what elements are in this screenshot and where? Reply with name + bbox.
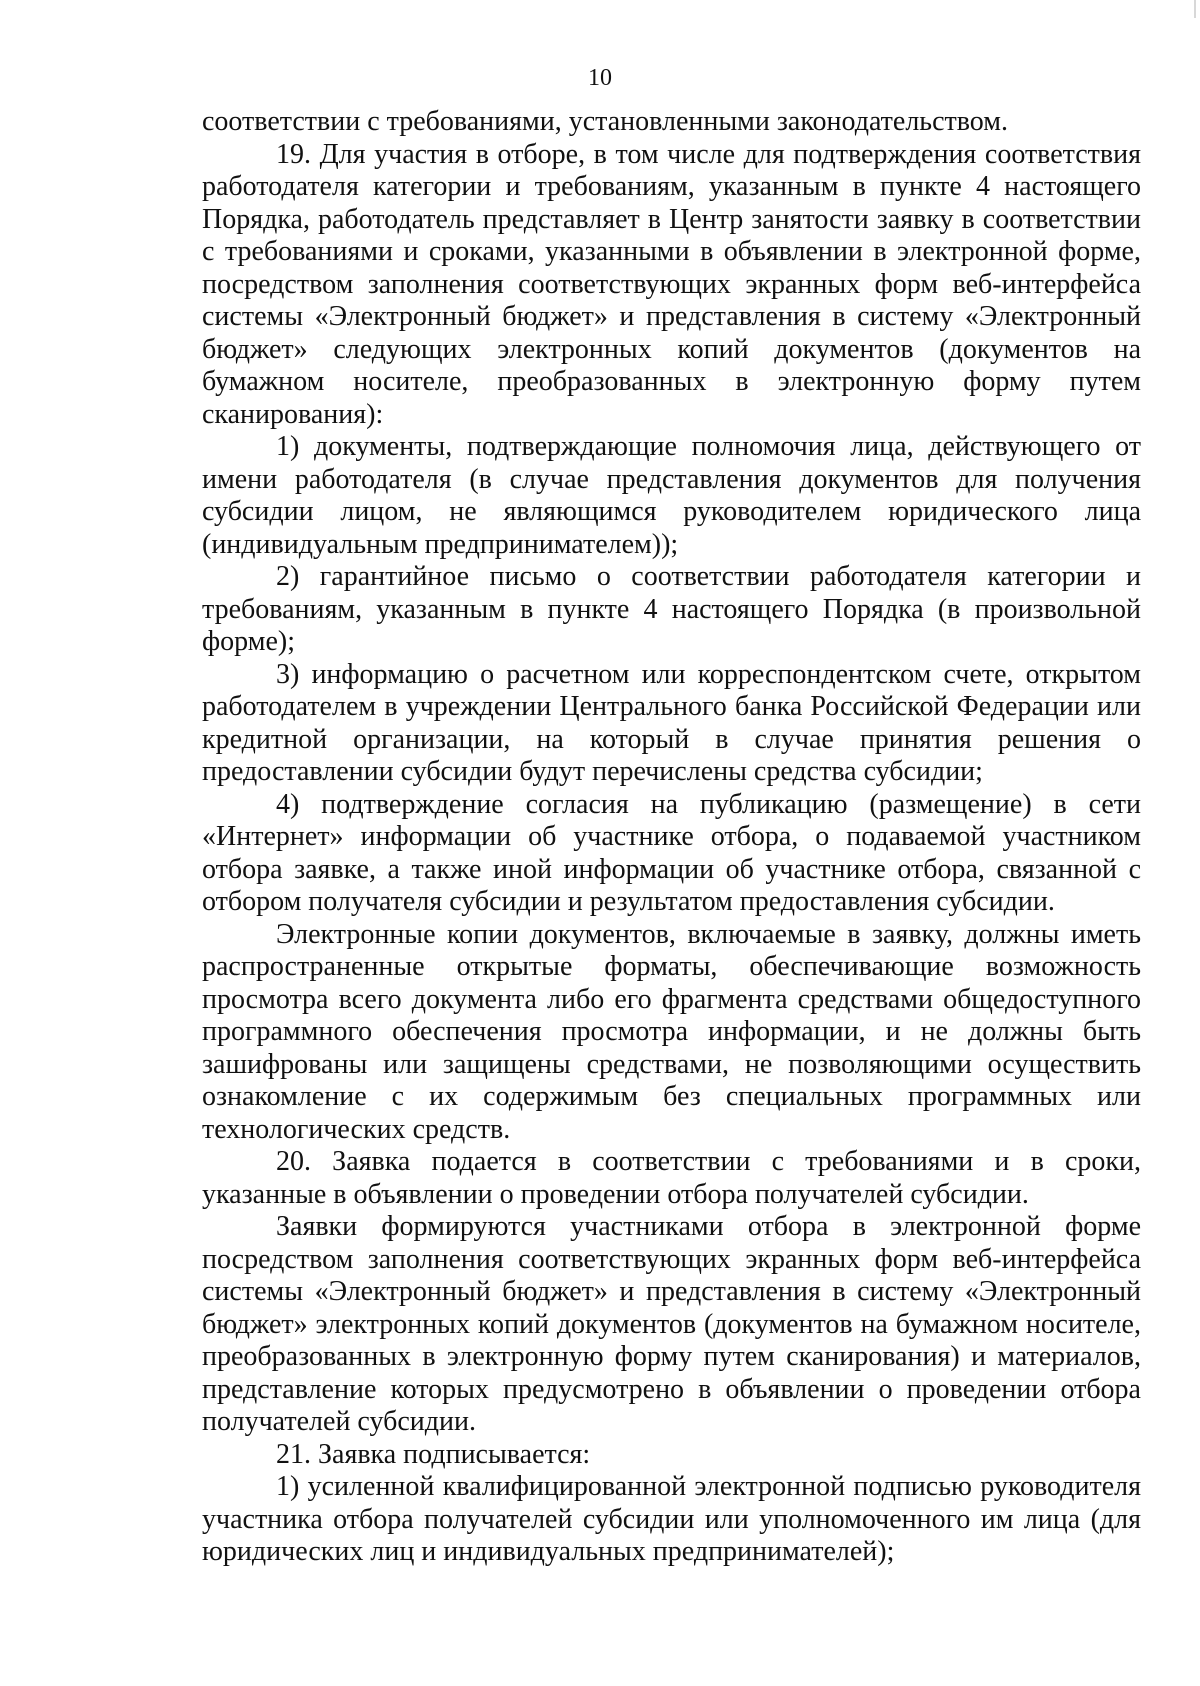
paragraph-subitem-2: 2) гарантийное письмо о соответствии работодателя категории и требованиям, указанным в пункте 4 настоящего Порядка (в произвольной форме); <box>202 561 1141 657</box>
paragraph-subitem-4: 4) подтверждение согласия на публикацию (размещение) в сети «Интернет» информации об участнике отбора, о подаваемой участником отбора заявке, а также иной информации об участнике отбора, связанной с отбором получателя субсидии и результатом предоставления субсидии. <box>202 788 1141 917</box>
paragraph-applications: Заявки формируются участниками отбора в электронной форме посредством заполнения соответствующих экранных форм веб-интерфейса системы «Электронный бюджет» и представления в систему «Электронный бюджет» электронных копий документов (документов на бумажном носителе, преобразованных в электронную форму путем сканирования) и материалов, представление которых предусмотрено в объявлении о проведении отбора получателей субсидии. <box>202 1211 1141 1437</box>
paragraph-continuation: соответствии с требованиями, установленными законодательством. <box>202 106 1008 137</box>
paragraph-subitem-1: 1) документы, подтверждающие полномочия лица, действующего от имени работодателя (в случае представления документов для получения субсидии лицом, не являющимся руководителем юридического лица (индивидуальным предпринимателем)); <box>202 431 1141 560</box>
paragraph-item-20: 20. Заявка подается в соответствии с требованиями и в сроки, указанные в объявлении о проведении отбора получателей субсидии. <box>202 1146 1141 1210</box>
paragraph-item-19: 19. Для участия в отборе, в том числе для подтверждения соответствия работодателя категории и требованиям, указанным в пункте 4 настоящего Порядка, работодатель представляет в Центр занятости заявку в соответствии с требованиями и сроками, указанными в объявлении в электронной форме, посредством заполнения соответствующих экранных форм веб-интерфейса системы «Электронный бюджет» и представления в систему «Электронный бюджет» следующих электронных копий документов (документов на бумажном носителе, преобразованных в электронную форму путем сканирования): <box>202 138 1141 430</box>
paragraph-item-21: 21. Заявка подписывается: <box>276 1438 591 1470</box>
scan-artifact <box>1194 0 1196 18</box>
paragraph-subitem-3: 3) информацию о расчетном или корреспондентском счете, открытом работодателем в учреждении Центрального банка Российской Федерации или кредитной организации, на который в случае принятия решения о предоставлении субсидии будут перечислены средства субсидии; <box>202 658 1141 787</box>
document-body <box>202 106 1141 1569</box>
paragraph-item-21-subitem-1: 1) усиленной квалифицированной электронной подписью руководителя участника отбора получателей субсидии или уполномоченного им лица (для юридических лиц и индивидуальных предпринимателей); <box>202 1471 1141 1567</box>
paragraph-electronic-copies: Электронные копии документов, включаемые в заявку, должны иметь распространенные открытые форматы, обеспечивающие возможность просмотра всего документа либо его фрагмента средствами общедоступного программного обеспечения просмотра информации, и не должны быть зашифрованы или защищены средствами, не позволяющими осуществить ознакомление с их содержимым без специальных программных или технологических средств. <box>202 918 1141 1145</box>
page-number: 10 <box>588 65 612 91</box>
